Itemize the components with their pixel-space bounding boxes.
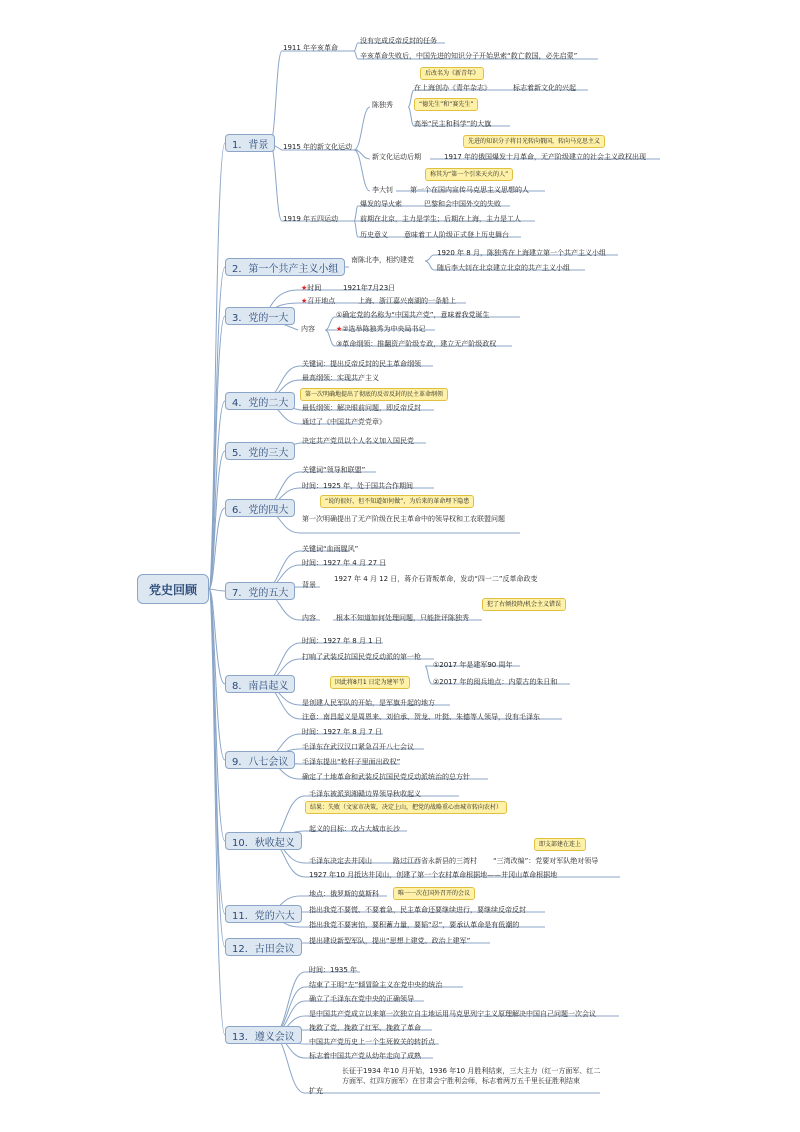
node-text: 提出建设新型军队，提出“思想上建党、政治上建军”	[309, 937, 471, 945]
node-1911: 1911 年辛亥革命	[283, 44, 339, 52]
node-text: 时间：1927 年 8 月 1 日	[302, 637, 382, 645]
node-text: 毛泽东决定去井冈山	[309, 857, 372, 865]
node-text: 挽救了党、挽救了红军、挽救了革命	[309, 1024, 421, 1032]
node-text: ②2017 年的阅兵地点：内蒙古的朱日和	[433, 678, 558, 686]
node-text: ★召开地点	[301, 297, 336, 305]
node-text: 毛泽东在武汉汉口紧急召开八七会议	[302, 743, 414, 751]
star-icon: ★	[336, 325, 343, 333]
node-text: 随后李大钊在北京建立北京的共产主义小组	[437, 264, 570, 272]
node-text: ★时间	[301, 284, 322, 292]
node-text: 是中国共产党成立以来第一次独立自主地运用马克思列宁主义原理解决中国自己问题一次会议	[309, 1010, 596, 1018]
note: 后改名为《新青年》	[420, 67, 484, 80]
node-text: ①确定党的名称为“中国共产党”，意味着我党诞生	[336, 311, 490, 319]
node-text: 确立了毛泽东在党中央的正确领导	[309, 995, 414, 1003]
node-text: 毛泽东提出“枪杆子里面出政权”	[302, 758, 401, 766]
note: “德先生”和“赛先生”	[414, 98, 478, 111]
node-text: 根本不知道如何处理问题，只能批评陈独秀	[336, 614, 469, 622]
node-1919: 1919 年五四运动	[283, 215, 339, 223]
node-text: 长征于1934 年10 月开始，1936 年10 月胜利结束，三大主力（红一方面军、红二方面军、红四方面军）在甘肃会宁胜利会师，标志着两万五千里长征胜利结束	[342, 1067, 601, 1085]
node-text: 上海、浙江嘉兴南湖的一条船上	[358, 297, 456, 305]
node-text: 起义的目标：攻占大城市长沙	[309, 825, 400, 833]
node-text: 时间：1927 年 4 月 27 日	[302, 559, 387, 567]
note: 因此将8月1 日定为建军节	[330, 676, 410, 689]
node-text: 1927 年 4 月 12 日，蒋介石背叛革命，发动“四一二”反革命政变	[334, 575, 538, 583]
node-text: 关键词“领导和联盟”	[302, 466, 366, 474]
node-1915: 1915 年的新文化运动	[283, 143, 353, 151]
node-text: 1921年7月23日	[343, 284, 396, 292]
node-text: ①2017 年是建军90 周年	[433, 661, 513, 669]
node-text: 关键词：提出反帝反封的民主革命纲领	[302, 360, 421, 368]
category-background[interactable]: 1．背景	[225, 134, 275, 152]
node-text: 高举“民主和科学”的大旗	[414, 120, 492, 128]
node-text: 标志着中国共产党从幼年走向了成熟	[309, 1052, 421, 1060]
note: 即支部建在连上	[534, 838, 586, 851]
star-icon: ★	[301, 284, 308, 292]
node-text: 1917 年的俄国爆发十月革命，无产阶级建立的社会主义政权出现	[444, 153, 647, 161]
star-icon: ★	[301, 297, 308, 305]
node-text: 指出我党不要慌、不要着急，民主革命还要继续进行，要继续反帝反封	[309, 906, 526, 914]
node-text: 内容	[302, 614, 316, 622]
node-text: 意味着工人阶级正式登上历史舞台	[404, 231, 509, 239]
node-text: 路过江西省永新县的三湾村	[393, 857, 477, 865]
node-text: 在上海创办《青年杂志》	[414, 84, 491, 92]
node-text: 内容	[301, 325, 315, 333]
root-node[interactable]: 党史回顾	[137, 574, 209, 604]
category-fourth-congress[interactable]: 6．党的四大	[225, 499, 295, 517]
node-text: 最低纲领：解决眼前问题，即反帝反封	[302, 404, 421, 412]
category-sixth-congress[interactable]: 11．党的六大	[225, 905, 302, 923]
node-text: 扩充	[309, 1087, 323, 1095]
note: 结果：失败（文家市决策，决定上山，把党的战略重心由城市转向农村）	[305, 801, 507, 814]
node-text: 决定共产党员以个人名义加入国民党	[302, 437, 414, 445]
note: “说的很好，但不知道如何做”，为后来的革命埋下隐患	[320, 495, 474, 508]
category-august-seventh-meeting[interactable]: 9．八七会议	[225, 751, 295, 769]
node-chenduxiu: 陈独秀	[372, 101, 393, 109]
category-first-congress[interactable]: 3．党的一大	[225, 307, 295, 325]
node-text: 时间：1925 年，处于国共合作期间	[302, 482, 414, 490]
category-zunyi-meeting[interactable]: 13．遵义会议	[225, 1026, 302, 1044]
node-text: 第一次明确提出了无产阶级在民主革命中的领导权和工农联盟问题	[302, 515, 505, 523]
node-text: 历史意义	[360, 231, 388, 239]
node-text: 巴黎和会中国外交的失败	[424, 200, 501, 208]
node-text: 确定了土地革命和武装反抗国民党反动派统治的总方针	[302, 773, 470, 781]
node-text: 时间：1935 年	[309, 966, 358, 974]
node-text: 时间：1927 年 8 月 7 日	[302, 728, 382, 736]
node-text: 爆发的导火索	[360, 200, 402, 208]
note: 唯一一次在国外召开的会议	[393, 887, 475, 900]
node-text: 打响了武装反抗国民党反动派的第一枪	[302, 653, 421, 661]
node-text: 没有完成反帝反封的任务	[360, 37, 437, 45]
node-text: ★②选举陈独秀为中央局书记	[336, 325, 426, 333]
node-text: 新文化运动后期	[372, 153, 421, 161]
category-nanchang-uprising[interactable]: 8．南昌起义	[225, 675, 295, 693]
node-text: 1927 年10 月抵达井冈山，创建了第一个农村革命根据地——井冈山革命根据地	[309, 871, 558, 879]
category-third-congress[interactable]: 5．党的三大	[225, 442, 295, 460]
node-text: 地点：俄罗斯的莫斯科	[309, 890, 379, 898]
node-text: 毛泽东被派到湘赣边界领导秋收起义	[309, 790, 421, 798]
node-text: 指出我党不要害怕，要积蓄力量，要韬“忍”，要承认革命是有低潮的	[309, 921, 520, 929]
node-text: 结束了王明“左”倾冒险主义在党中央的统治	[309, 981, 443, 989]
node-text: 第一个在国内宣传马克思主义思想的人	[410, 186, 529, 194]
node-text: ③革命纲领：推翻资产阶级专政，建立无产阶级政权	[336, 340, 497, 348]
category-autumn-harvest-uprising[interactable]: 10．秋收起义	[225, 832, 302, 850]
category-first-group[interactable]: 2．第一个共产主义小组	[225, 258, 345, 276]
note: 称其为“第一个引来天火的人”	[425, 168, 513, 181]
node-text: 背景	[302, 581, 316, 589]
note: 先进的知识分子将目光转向俄国，转向马克思主义	[463, 135, 605, 148]
note: 犯了右倾投降/机会主义错误	[482, 598, 566, 611]
node-text: 关键词“血雨腥风”	[302, 545, 359, 553]
node-text: 1920 年 8 月，陈独秀在上海建立第一个共产主义小组	[437, 249, 606, 257]
category-fifth-congress[interactable]: 7．党的五大	[225, 582, 295, 600]
node-lidazhao: 李大钊	[372, 186, 393, 194]
node-text: 通过了《中国共产党党章》	[302, 418, 386, 426]
node-text: 是创建人民军队的开始，是军旗升起的地方	[302, 699, 435, 707]
node-text: 中国共产党历史上一个生死攸关的转折点	[309, 1038, 435, 1046]
note: 第一次明确地提出了彻底的反帝反封的民主革命纲领	[300, 388, 448, 401]
node-text: 最高纲领：实现共产主义	[302, 374, 379, 382]
node-text: 标志着新文化的兴起	[513, 84, 576, 92]
node-text: 南陈北李，相约建党	[351, 256, 414, 264]
node-text: 注意：南昌起义是周恩来、刘伯承、贺龙、叶挺、朱德等人领导，没有毛泽东	[302, 713, 540, 721]
node-text: 辛亥革命失败后，中国先进的知识分子开始思索“救亡救国，必先启蒙”	[360, 52, 578, 60]
node-text: 前期在北京，主力是学生；后期在上海，主力是工人	[360, 215, 521, 223]
node-text: “三湾改编”：党要对军队绝对领导	[493, 857, 599, 865]
category-second-congress[interactable]: 4．党的二大	[225, 392, 295, 410]
category-gutian-meeting[interactable]: 12．古田会议	[225, 938, 302, 956]
